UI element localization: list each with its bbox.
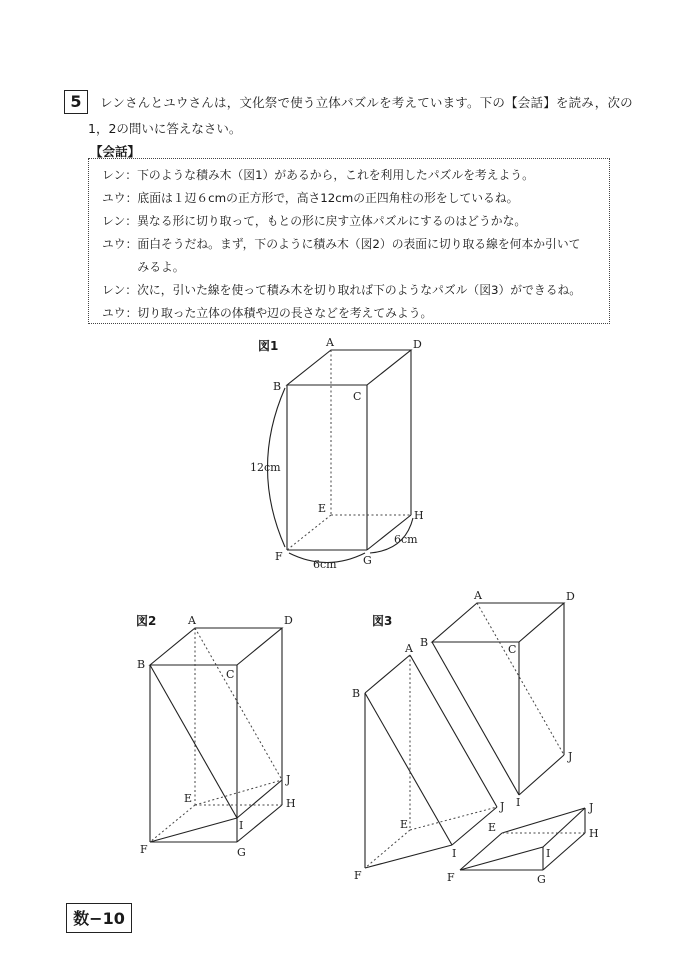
fig3-top-vertex-J: J (568, 750, 573, 763)
fig1-vertex-D: D (413, 338, 422, 351)
fig3-left-vertex-J: J (500, 800, 505, 813)
figure3-left-piece (365, 655, 497, 868)
fig2-vertex-G: G (237, 846, 246, 859)
fig3-top-vertex-A: A (474, 589, 482, 602)
question-intro-line2: 1，2の問いに答えなさい。 (88, 121, 242, 136)
figure2-label: 図2 (136, 614, 157, 628)
figure3-bottom-piece (460, 808, 585, 870)
conversation-line: レン：下のような積み木（図1）があるから，これを利用したパズルを考えよう。 (102, 168, 534, 182)
figure1-label: 図1 (258, 339, 279, 353)
question-intro-line1: レンさんとユウさんは，文化祭で使う立体パズルを考えています。下の【会話】を読み，次の (100, 95, 633, 110)
fig3-bottom-vertex-I: I (546, 847, 551, 860)
fig3-top-vertex-B: B (420, 636, 429, 649)
fig2-vertex-I: I (239, 819, 244, 832)
fig3-left-vertex-A: A (405, 642, 413, 655)
fig3-bottom-vertex-G: G (537, 873, 546, 886)
fig1-vertex-E: E (318, 502, 327, 515)
fig2-vertex-J: J (286, 773, 291, 786)
fig3-top-vertex-D: D (566, 590, 575, 603)
question-number: 5 (64, 90, 88, 114)
fig1-vertex-A: A (326, 336, 334, 349)
fig2-vertex-F: F (140, 843, 148, 856)
fig2-vertex-A: A (188, 614, 196, 627)
fig1-vertex-H: H (414, 509, 424, 522)
conversation-line: レン：次に，引いた線を使って積み木を切り取れば下のようなパズル（図3）ができるね。 (102, 283, 582, 297)
fig1-vertex-C: C (353, 390, 362, 403)
page-number-label: 数−10 (66, 903, 132, 933)
fig3-bottom-vertex-F: F (447, 871, 455, 884)
figure3-top-piece (432, 603, 564, 795)
figure1-prism (268, 350, 414, 563)
fig3-left-vertex-F: F (354, 869, 362, 882)
conversation-line: ユウ：面白そうだね。まず，下のように積み木（図2）の表面に切り取る線を何本か引いて (102, 237, 581, 251)
fig1-vertex-F: F (275, 550, 283, 563)
fig2-vertex-D: D (284, 614, 293, 627)
fig3-top-vertex-I: I (516, 796, 521, 809)
fig1-vertex-G: G (363, 554, 372, 567)
fig1-vertex-B: B (273, 380, 282, 393)
figure2-prism (150, 628, 282, 842)
conversation-line: みるよ。 (102, 260, 185, 274)
conversation-line: レン：異なる形に切り取って，もとの形に戻す立体パズルにするのはどうかな。 (102, 214, 527, 228)
fig1-depth-label: 6cm (394, 533, 418, 546)
conversation-line: ユウ：切り取った立体の体積や辺の長さなどを考えてみよう。 (102, 306, 433, 320)
fig2-vertex-H: H (286, 797, 296, 810)
fig3-left-vertex-I: I (452, 847, 457, 860)
conversation-line: ユウ：底面は１辺６cmの正方形で，高さ12cmの正四角柱の形をしているね。 (102, 191, 519, 205)
fig3-left-vertex-E: E (400, 818, 409, 831)
figure3-label: 図3 (372, 614, 393, 628)
fig1-width-label: 6cm (313, 558, 337, 571)
fig3-bottom-vertex-J: J (589, 801, 594, 814)
fig3-top-vertex-C: C (508, 643, 517, 656)
conversation-title: 【会話】 (90, 144, 141, 159)
fig2-vertex-E: E (184, 792, 193, 805)
fig2-vertex-C: C (226, 668, 235, 681)
fig3-left-vertex-B: B (352, 687, 361, 700)
fig1-height-label: 12cm (250, 461, 281, 474)
fig3-bottom-vertex-H: H (589, 827, 599, 840)
fig2-vertex-B: B (137, 658, 146, 671)
fig3-bottom-vertex-E: E (488, 821, 497, 834)
